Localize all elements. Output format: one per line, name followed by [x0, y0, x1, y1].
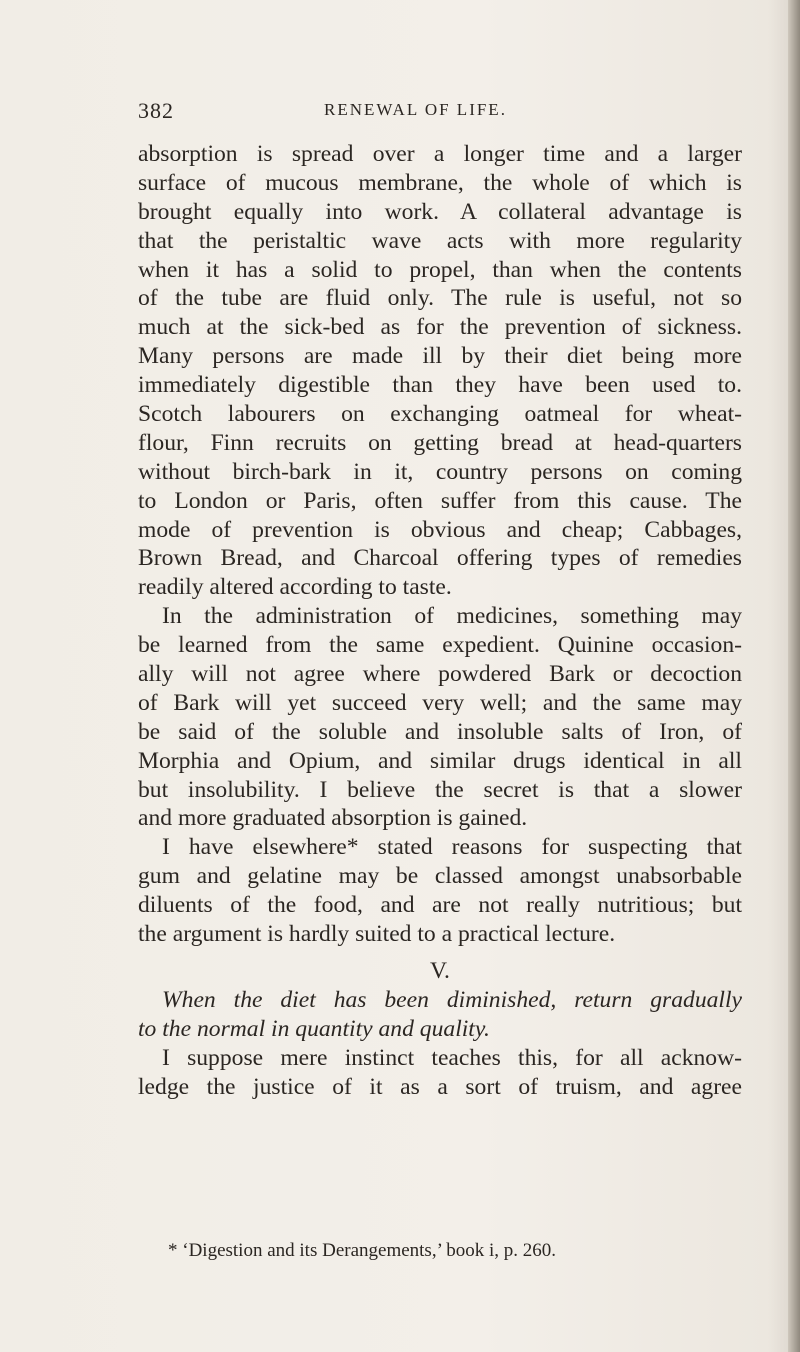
- text-line: immediately digestible than they have been used to.: [138, 372, 742, 399]
- text-line: Many persons are made ill by their diet being more: [138, 343, 742, 370]
- text-line: flour, Finn recruits on getting bread at head-quarters: [138, 429, 742, 456]
- text-line: of the tube are fluid only. The rule is useful, not so: [138, 285, 742, 312]
- rule-statement: to the normal in quantity and quality.: [138, 1015, 490, 1042]
- text-line: but insolubility. I believe the secret is that a slower: [138, 776, 742, 803]
- text-line: when it has a solid to propel, than when the contents: [138, 256, 742, 283]
- footnote: * ‘Digestion and its Derangements,’ book i, p. 260.: [168, 1240, 557, 1261]
- text-line: readily altered according to taste.: [138, 574, 452, 601]
- text-line: that the peristaltic wave acts with more regularity: [138, 227, 742, 254]
- book-spine-shadow: [788, 0, 800, 1352]
- text-line: diluents of the food, and are not really nutritious; but: [138, 892, 742, 919]
- text-line: I have elsewhere* stated reasons for suspecting that: [162, 834, 742, 861]
- text-line: Morphia and Opium, and similar drugs identical in all: [138, 747, 742, 774]
- text-line: much at the sick-bed as for the prevention of sickness.: [138, 314, 742, 341]
- text-line: be said of the soluble and insoluble salts of Iron, of: [138, 718, 742, 745]
- page-number: 382: [138, 98, 174, 123]
- text-line: and more graduated absorption is gained.: [138, 805, 528, 832]
- text-line: ledge the justice of it as a sort of truism, and agree: [138, 1073, 742, 1100]
- text-line: brought equally into work. A collateral advantage is: [138, 198, 742, 225]
- body-text: [138, 140, 742, 1101]
- text-line: surface of mucous membrane, the whole of which is: [138, 169, 742, 196]
- text-line: gum and gelatine may be classed amongst unabsorbable: [138, 863, 742, 890]
- text-line: Brown Bread, and Charcoal offering types of remedies: [138, 545, 742, 572]
- text-line: be learned from the same expedient. Quinine occasion-: [138, 632, 742, 659]
- text-line: the argument is hardly suited to a practical lecture.: [138, 921, 616, 948]
- text-line: to London or Paris, often suffer from this cause. The: [138, 487, 742, 514]
- text-line: mode of prevention is obvious and cheap; Cabbages,: [138, 516, 742, 543]
- text-line: without birch-bark in it, country persons on coming: [138, 458, 742, 485]
- text-line: ally will not agree where powdered Bark or decoction: [138, 661, 742, 688]
- text-line: In the administration of medicines, something may: [162, 603, 742, 630]
- running-head: [138, 98, 742, 128]
- rule-statement: When the diet has been diminished, return gradually: [162, 986, 742, 1013]
- running-title: RENEWAL OF LIFE.: [324, 100, 507, 119]
- section-heading: V.: [430, 957, 450, 984]
- text-line: absorption is spread over a longer time and a larger: [138, 141, 742, 167]
- text-line: of Bark will yet succeed very well; and the same may: [138, 689, 742, 716]
- text-line: I suppose mere instinct teaches this, for all acknow-: [162, 1044, 742, 1071]
- text-line: Scotch labourers on exchanging oatmeal for wheat-: [138, 401, 742, 428]
